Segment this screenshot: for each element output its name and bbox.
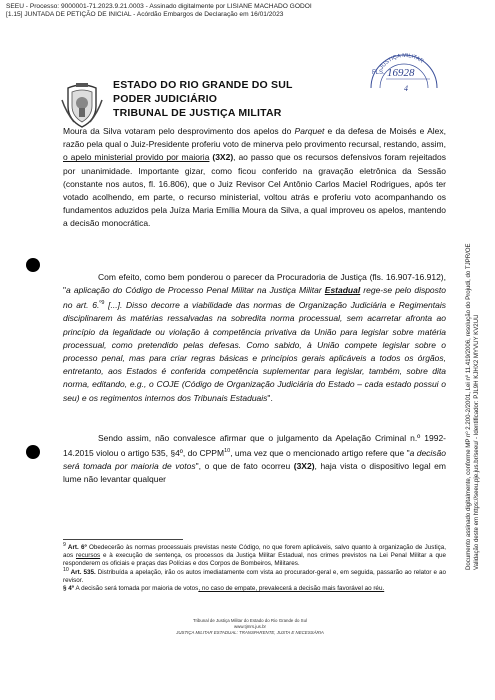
system-header-line-1: SEEU - Processo: 9000001-71.2023.9.21.0003 - Assinado digitalmente por LISIANE MACHADO GODOI [6,3,312,10]
footer-slogan: JUSTIÇA MILITAR ESTADUAL: TRANSPARENTE, JUSTA E NECESSÁRIA [176,630,324,635]
paragraph-3: Sendo assim, não convalesce afirmar que o julgamento da Apelação Criminal n.º 1992-14.2015 violou o artigo 535, §4º, do CPPM$^{10}$, uma vez que o mencionado artigo refere que "a decisão será tomada por maioria de votos", o que de fato ocorreu (3X2), haja vista o dispositivo legal em lume não levantar qualquer [63,433,447,485]
punch-hole [26,258,40,272]
letterhead-state: ESTADO DO RIO GRANDE DO SUL [113,79,293,91]
stamp-page-number: 16928 [387,67,415,79]
signature-line-2: Validação deste em https://seeu.pje.jus.br/seeu/ - Identificador: PJL9H KJHX2 MYVUY KV2UU [473,314,480,570]
footnote-divider [63,539,183,540]
footnote-10: $^{10}$ Art. 535. Distribuída a apelação, irão os autos imediatamente com vista ao procurador-geral e, em seguida, passarão ao relator e ao revisor. [63,567,446,585]
paragraph-1: Moura da Silva votaram pelo desprovimento dos apelos do Parquet e da defesa de Moisés e Alex, razão pela qual o Juiz-Presidente proferiu voto de minerva pelo provimento recursal, restando, assim, o apelo ministerial provido por maioria (3X2), ao passo que os recursos defensivos foram rejeitados por unanimidade. Importante gizar, como ficou conferido na gravação eletrônica da Sessão (constante nos autos, fl. 16.806), que o Juiz Revisor Cel Antônio Carlos Maciel Rodrigues, após ter votado acolhendo, em parte, o recurso ministerial, voltou atrás e proferiu voto acompanhando os fundamentos aduzidos pela Juíza Maria Emília Moura da Silva, a qual improveu os apelos, mantendo a decisão monocrática. [63,126,447,229]
footnote-ref-10[interactable]: 10 [224,448,231,455]
letterhead-court: TRIBUNAL DE JUSTIÇA MILITAR [113,107,282,119]
paragraph-2: Com efeito, como bem ponderou o parecer da Procuradoria de Justiça (fls. 16.907-16.912), "a aplicação do Código de Processo Penal Militar na Justiça Militar Estadual rege-se pelo disposto no art. 6.$^{º9}$ [...]. Disso decorre a viabilidade das normas de Organização Judiciária e Regimentais disciplinarem às matérias ressalvadas na sobredita norma processual, sem acarretar afronta ao princípio da legalidade ou violação à competência privativa da União para legislar sobre matéria processual, como pretendido pelas defesas. Como sabido, à União compete legislar sobre o processo penal, mas para criar regras básicas e princípios gerais aplicáveis a todos os órgãos, entretanto, aos Estados é conferida competência suplementar para legislar, também, sobre dita norma, editando, e.g., o COJE (Código de Organização Judiciária do Estado – cada estado possui o seu) e os regimentos internos dos Tribunais Estaduais". [63,272,446,403]
stamp-fls-label: FLS. [372,70,385,76]
page-number-stamp [366,44,440,96]
signature-line-1: Documento assinado digitalmente, conforme MP nº 2.200-2/2001, Lei nº 11.419/2006, resolução do Projudi, do TJPR/OE [465,243,472,570]
letterhead-power: PODER JUDICIÁRIO [113,93,218,105]
footnote-9: $^9$ Art. 6º Obedecerão às normas processuais previstas neste Código, no que forem aplicáveis, salvo quanto à organização de Justiça, aos recursos e à execução de sentença, os processos da Justiça Militar Estadual, nos crimes previstos na Lei Penal Militar a que responderem os oficiais e praças das Polícias e dos Corpos de Bombeiros, Militares. [63,542,446,567]
footer-website[interactable]: www.tjmrs.jus.br [234,624,266,629]
stamp-initial: 4 [404,84,408,93]
footnote-ref-9[interactable]: º9 [99,300,105,307]
footnote-paragraph-4: § 4º A decisão será tomada por maioria de votos, no caso de empate, prevalecerá a decisão mais favorável ao réu. [63,585,385,593]
appeal-granted-phrase: o apelo ministerial provido por maioria [63,152,210,163]
digital-signature-margin [462,132,482,572]
footnotes [63,542,446,593]
stamp-arc-text: JUSTIÇA MILITAR [378,52,425,71]
system-header [6,3,466,18]
system-header-line-2: [1.15] JUNTADA DE PETIÇÃO DE INICIAL - Acórdão Embargos de Declaração em 16/01/2023 [6,10,284,18]
coat-of-arms-icon [60,82,104,130]
footer-court: Tribunal de Justiça Militar do Estado do Rio Grande do Sul [192,618,308,623]
punch-hole [26,445,40,459]
estadual-emphasis: Estadual [324,285,361,296]
